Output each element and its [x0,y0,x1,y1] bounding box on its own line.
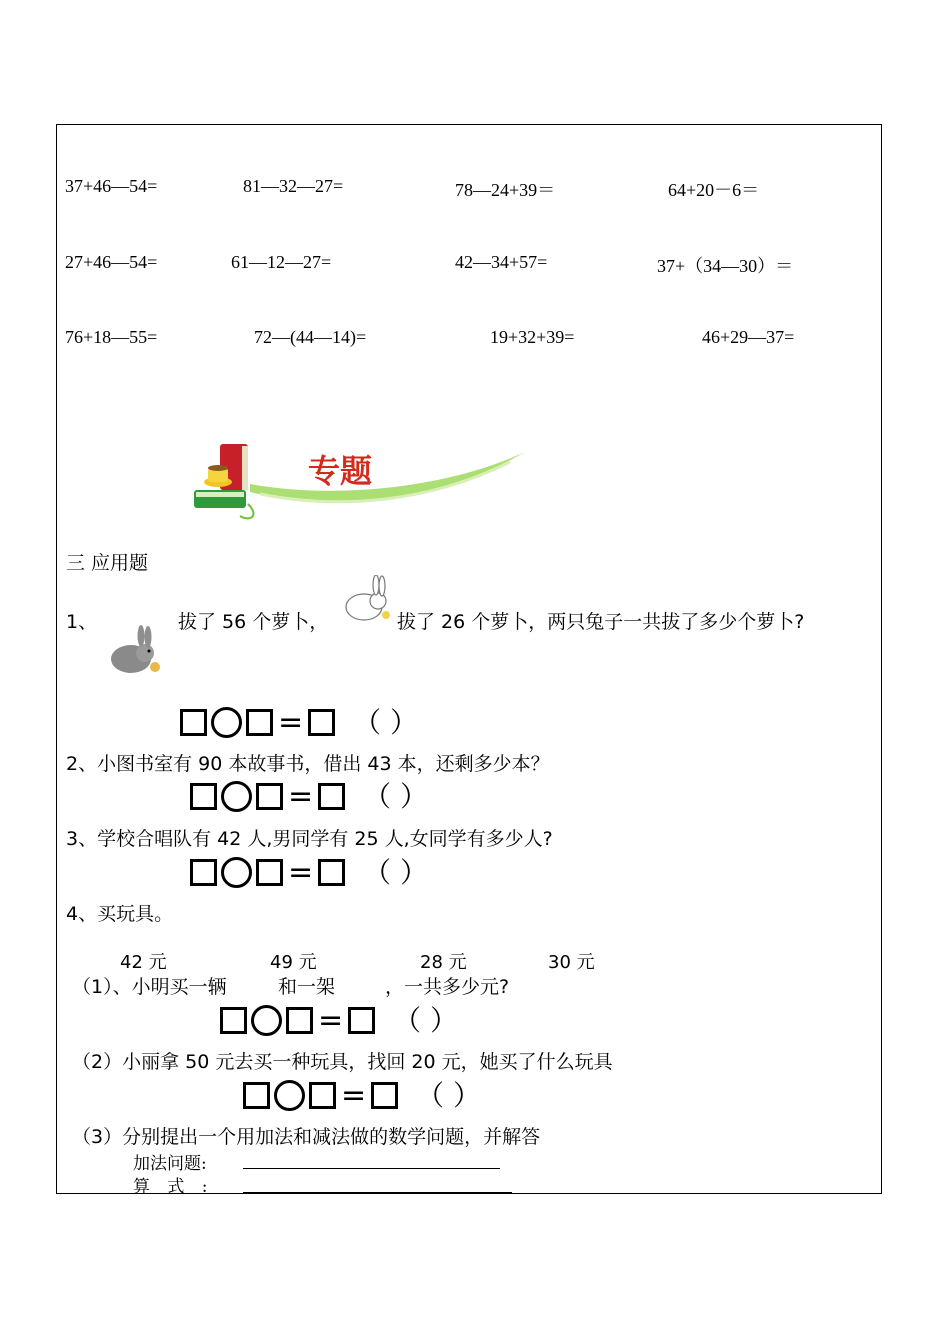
q1-number: 1、 [66,611,98,633]
answer-box[interactable] [318,783,345,810]
add-question-line[interactable] [243,1168,500,1169]
rabbit-icon [338,575,398,625]
answer-box[interactable] [308,709,335,736]
answer-box[interactable] [190,783,217,810]
formula-label: 算 式 : [133,1177,214,1197]
unit-blank[interactable]: （ ） [363,779,429,813]
unit-blank[interactable]: （ ） [363,855,429,889]
answer-box[interactable] [190,859,217,886]
q4-title: 4、买玩具。 [66,903,174,925]
rabbit-icon [105,625,167,677]
expr-r2-1: 27+46—54= [65,252,158,272]
q4-sub1-c: ，一共多少元? [385,976,510,998]
answer-template-q4-2 [243,1077,482,1113]
q1-text-b: 拔了 26 个萝卜，两只兔子一共拔了多少个萝卜? [397,611,805,633]
answer-box[interactable] [348,1007,375,1034]
expr-r1-4: 64+20－6＝ [668,180,760,200]
equals-sign: = [288,854,314,890]
expr-r2-4: 37+（34—30）＝ [657,256,794,276]
answer-template-q1 [180,704,419,740]
answer-box[interactable] [318,859,345,886]
expr-r2-2: 61—12—27= [231,252,332,272]
price-label: 30 元 [548,952,595,973]
q2-text: 2、小图书室有 90 本故事书，借出 43 本，还剩多少本？ [66,753,550,775]
expr-r3-4: 46+29—37= [702,327,795,347]
section-title: 三 应用题 [66,552,149,574]
expr-r1-2: 81—32—27= [243,176,344,196]
answer-template-q2 [190,778,429,814]
q3-text: 3、学校合唱队有 42 人,男同学有 25 人,女同学有多少人? [66,828,553,850]
equals-sign: = [318,1002,344,1038]
answer-box[interactable] [371,1082,398,1109]
add-question-label: 加法问题: [133,1154,207,1174]
answer-box[interactable] [180,709,207,736]
unit-blank[interactable]: （ ） [416,1078,482,1112]
operator-circle[interactable] [251,1005,282,1036]
answer-template-q3 [190,854,429,890]
answer-box[interactable] [243,1082,270,1109]
equals-sign: = [278,704,304,740]
operator-circle[interactable] [221,857,252,888]
price-label: 28 元 [420,952,467,973]
formula-line[interactable] [243,1192,512,1193]
price-label: 42 元 [120,952,167,973]
equals-sign: = [341,1077,367,1113]
answer-template-q4-1 [220,1002,459,1038]
worksheet-frame [56,124,882,1194]
expr-r1-3: 78—24+39＝ [455,180,556,200]
swoosh-shape [250,452,525,502]
unit-blank[interactable]: （ ） [353,705,419,739]
price-label: 49 元 [270,952,317,973]
expr-r2-3: 42—34+57= [455,252,548,272]
expr-r3-3: 19+32+39= [490,327,575,347]
expr-r3-1: 76+18—55= [65,327,158,347]
q1-text-a: 拔了 56 个萝卜， [178,611,329,633]
q4-sub2: （2）小丽拿 50 元去买一种玩具，找回 20 元，她买了什么玩具 [72,1051,613,1073]
expr-r1-1: 37+46—54= [65,176,158,196]
topic-banner [190,432,530,524]
answer-box[interactable] [220,1007,247,1034]
answer-box[interactable] [246,709,273,736]
equals-sign: = [288,778,314,814]
q4-sub1-b: 和一架 [278,976,336,998]
answer-box[interactable] [286,1007,313,1034]
answer-box[interactable] [256,859,283,886]
unit-blank[interactable]: （ ） [393,1003,459,1037]
q4-sub3: （3）分别提出一个用加法和减法做的数学问题，并解答 [72,1126,541,1148]
operator-circle[interactable] [221,781,252,812]
banner-title: 专题 [308,452,373,490]
answer-box[interactable] [256,783,283,810]
q4-sub1-a: （1）、小明买一辆 [72,976,227,998]
expr-r3-2: 72—(44—14)= [254,327,367,347]
operator-circle[interactable] [274,1080,305,1111]
answer-box[interactable] [309,1082,336,1109]
operator-circle[interactable] [211,707,242,738]
